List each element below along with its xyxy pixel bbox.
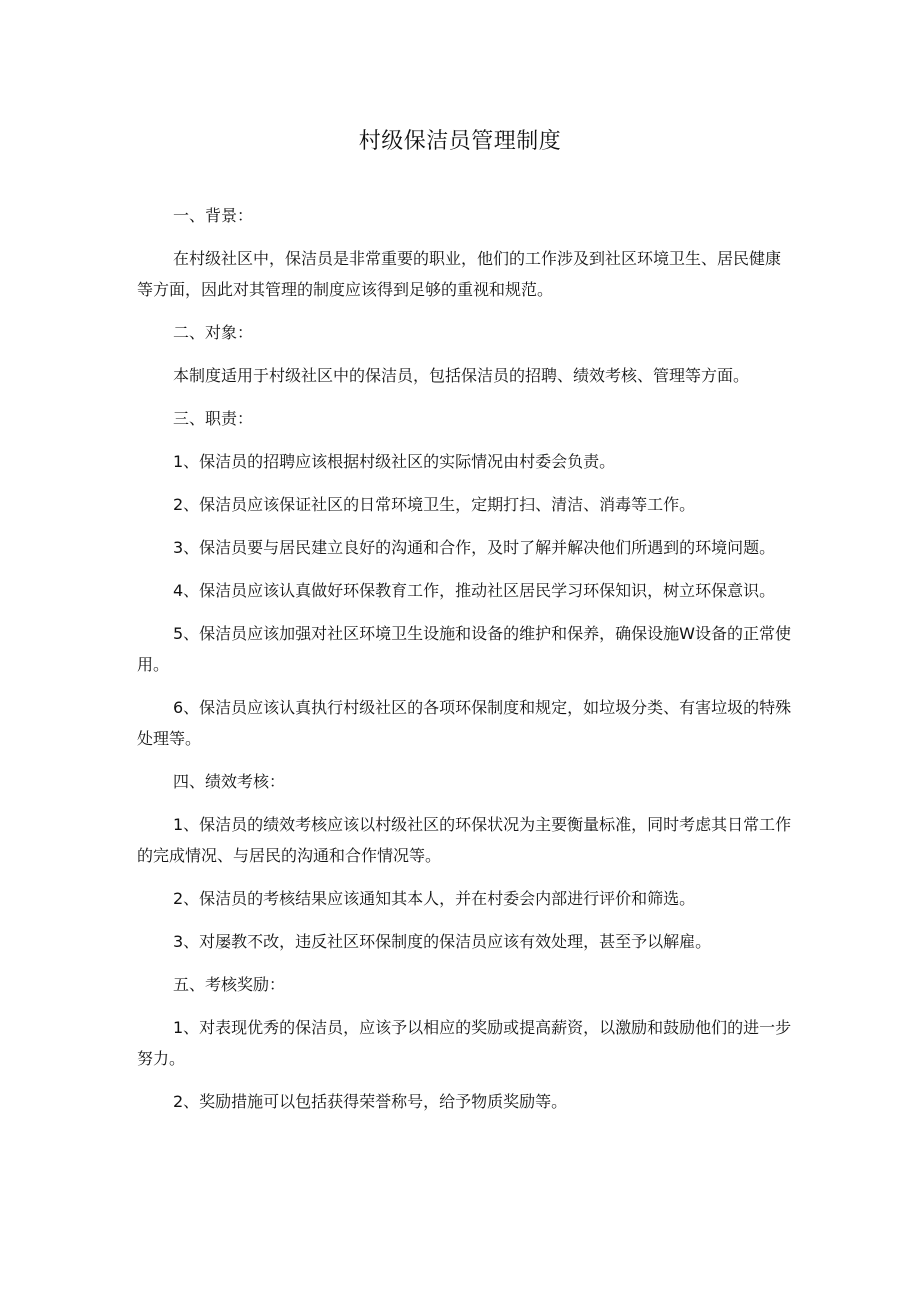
list-item: 3、对屡教不改，违反社区环保制度的保洁员应该有效处理，甚至予以解雇。 [173,932,712,951]
list-item: 2、保洁员应该保证社区的日常环境卫生，定期打扫、清洁、消毒等工作。 [173,495,696,514]
list-item: 1、对表现优秀的保洁员，应该予以相应的奖励或提高薪资，以激励和鼓励他们的进一步努力。 [137,1018,792,1068]
document-body [137,200,793,1129]
paragraph: 本制度适用于村级社区中的保洁员，包括保洁员的招聘、绩效考核、管理等方面。 [173,366,750,385]
list-item: 4、保洁员应该认真做好环保教育工作，推动社区居民学习环保知识，树立环保意识。 [173,581,776,600]
list-item: 2、奖励措施可以包括获得荣誉称号，给予物质奖励等。 [173,1092,568,1111]
section-heading-performance: 四、绩效考核： [173,772,286,791]
section-heading-rewards: 五、考核奖励： [173,975,286,994]
list-item: 6、保洁员应该认真执行村级社区的各项环保制度和规定，如垃圾分类、有害垃圾的特殊处理等。 [137,698,792,748]
section-heading-background: 一、背景： [173,206,254,225]
list-item: 5、保洁员应该加强对社区环境卫生设施和设备的维护和保养，确保设施W设备的正常使用。 [137,624,792,674]
list-item: 1、保洁员的绩效考核应该以村级社区的环保状况为主要衡量标准，同时考虑其日常工作的完成情况、与居民的沟通和合作情况等。 [137,815,792,865]
list-item: 3、保洁员要与居民建立良好的沟通和合作，及时了解并解决他们所遇到的环境问题。 [173,538,776,557]
document-title: 村级保洁员管理制度 [358,129,562,154]
section-heading-duties: 三、职责： [173,409,254,428]
paragraph: 在村级社区中，保洁员是非常重要的职业，他们的工作涉及到社区环境卫生、居民健康等方面，因此对其管理的制度应该得到足够的重视和规范。 [137,249,782,299]
list-item: 2、保洁员的考核结果应该通知其本人，并在村委会内部进行评价和筛选。 [173,889,696,908]
section-heading-target: 二、对象： [173,323,254,342]
list-item: 1、保洁员的招聘应该根据村级社区的实际情况由村委会负责。 [173,452,616,471]
